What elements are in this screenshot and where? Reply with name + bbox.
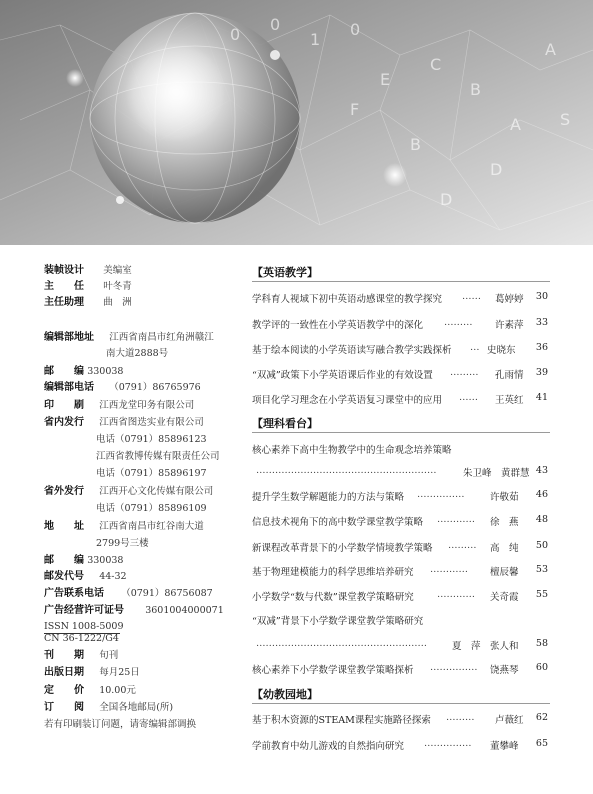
- entry-title: 新课程改革背景下的小学数学情境教学策略: [252, 543, 433, 554]
- address-label: 编辑部地址: [44, 332, 94, 343]
- toc-entry[interactable]: [252, 589, 548, 603]
- entry-title: 项目化学习理念在小学英语复习课堂中的应用: [252, 395, 443, 406]
- section-divider: [252, 432, 550, 433]
- entry-title: 小学数学“数与代数”课堂教学策略研究: [252, 592, 414, 603]
- entry-author: 高 纯: [490, 543, 519, 554]
- leader-dots: …………………………………………………: [256, 465, 437, 476]
- entry-title: 信息技术视角下的高中数学课堂教学策略: [252, 517, 424, 528]
- toc-entry[interactable]: [252, 514, 548, 528]
- toc-entry[interactable]: [252, 738, 548, 752]
- toc-entry[interactable]: [252, 712, 548, 726]
- ad-license-value: 3601004000071: [145, 605, 224, 616]
- postcode-value: 330038: [87, 366, 124, 377]
- subscribe-value: 全国各地邮局(所): [99, 702, 174, 713]
- entry-author: 檀辰馨: [490, 567, 519, 578]
- cn-number: CN 36-1222/G4: [44, 633, 119, 644]
- editor-label: 主 任: [44, 281, 84, 292]
- entry-author: 孔雨情: [495, 370, 524, 381]
- print-label: 印 刷: [44, 400, 84, 411]
- ad-phone-label: 广告联系电话: [44, 588, 104, 599]
- leader-dots: ……………: [417, 489, 465, 500]
- ad-license-label: 广告经营许可证号: [44, 605, 124, 616]
- entry-page: 60: [535, 662, 548, 673]
- entry-title: 基于绘本阅读的小学英语读写融合教学实践探析: [252, 345, 452, 356]
- entry-title: “双减”背景下小学数学课堂教学策略研究: [252, 616, 424, 627]
- location-line-1: 江西省南昌市红谷南大道: [99, 521, 204, 532]
- svg-text:A: A: [545, 40, 556, 59]
- postcode2-value: 330038: [87, 555, 124, 566]
- svg-text:D: D: [440, 190, 453, 209]
- entry-author: 饶燕琴: [490, 665, 519, 676]
- mail-code-value: 44-32: [99, 571, 127, 582]
- svg-text:0: 0: [230, 25, 241, 44]
- assistant-value: 曲 洲: [103, 297, 132, 308]
- subscribe-label: 订 阅: [44, 702, 84, 713]
- section-heading-preschool: 【幼教园地】: [252, 688, 318, 701]
- address-line-1: 江西省南昌市红角洲赣江: [109, 332, 214, 343]
- svg-text:E: E: [380, 70, 391, 89]
- toc-entry[interactable]: [252, 442, 548, 456]
- leader-dots: …………: [437, 514, 475, 525]
- location-line-2: 2799号三楼: [96, 538, 149, 549]
- pub-date-row: [44, 667, 140, 679]
- section-heading-english: 【英语教学】: [252, 266, 318, 279]
- entry-author: 葛婷婷: [495, 294, 524, 305]
- entry-page: 30: [535, 291, 548, 302]
- phone-value: （0791）86765976: [109, 382, 201, 393]
- leader-dots: …: [470, 342, 480, 353]
- issn: ISSN 1008-5009: [44, 621, 124, 632]
- toc-entry-continuation: [252, 638, 548, 652]
- leader-dots: …………: [430, 564, 468, 575]
- leader-dots: ………: [444, 317, 473, 328]
- entry-title: 核心素养下高中生物教学中的生命观念培养策略: [252, 445, 452, 456]
- entry-page: 43: [535, 465, 548, 476]
- entry-author: 关奇霞: [490, 592, 519, 603]
- leader-dots: ………: [450, 367, 479, 378]
- entry-page: 48: [535, 514, 548, 525]
- toc-entry[interactable]: [252, 489, 548, 503]
- ad-phone-row: [44, 588, 213, 600]
- entry-page: 33: [535, 317, 548, 328]
- leader-dots: ………………………………………………: [256, 638, 427, 649]
- location-label: 地 址: [44, 521, 84, 532]
- svg-text:0: 0: [270, 15, 281, 34]
- postcode2-label: 邮 编: [44, 555, 84, 566]
- leader-dots: ……………: [430, 662, 478, 673]
- svg-text:A: A: [510, 115, 521, 134]
- address-row: [44, 332, 214, 344]
- leader-dots: ……: [459, 392, 478, 403]
- entry-page: 41: [535, 392, 548, 403]
- toc-entry-continuation: [252, 465, 548, 479]
- svg-text:D: D: [490, 160, 503, 179]
- entry-title: 提升学生数学解题能力的方法与策略: [252, 492, 405, 503]
- leader-dots: ………: [446, 712, 475, 723]
- entry-author: 徐 燕: [490, 517, 519, 528]
- entry-author: 史晓东: [487, 345, 516, 356]
- in-distribution-label: 省内发行: [44, 417, 84, 428]
- svg-text:B: B: [410, 135, 421, 154]
- entry-author: 夏 萍 张人和: [452, 641, 519, 652]
- entry-title: 核心素养下小学数学课堂教学策略探析: [252, 665, 414, 676]
- ad-phone-value: （0791）86756087: [121, 588, 213, 599]
- entry-author: 许敬茹: [490, 492, 519, 503]
- entry-page: 55: [535, 589, 548, 600]
- in-distribution-2: 江西省教博传媒有限责任公司: [96, 451, 220, 462]
- entry-author: 卢薇红: [495, 715, 524, 726]
- entry-page: 65: [535, 738, 548, 749]
- out-distribution: 江西开心文化传媒有限公司: [99, 486, 214, 497]
- postcode-label: 邮 编: [44, 366, 84, 377]
- svg-text:S: S: [560, 110, 571, 129]
- entry-page: 46: [535, 489, 548, 500]
- editor-row: [44, 281, 132, 293]
- entry-author: 董攀峰: [490, 741, 519, 752]
- phone-row: [44, 382, 201, 394]
- period-label: 刊 期: [44, 650, 84, 661]
- entry-title: 教学评的一致性在小学英语教学中的深化: [252, 320, 424, 331]
- toc-entry[interactable]: [252, 613, 548, 627]
- cover-banner-image: [0, 0, 593, 245]
- subscribe-row: [44, 702, 173, 714]
- entry-page: 36: [535, 342, 548, 353]
- editor-value: 叶冬青: [103, 281, 132, 292]
- entry-author: 许素萍: [495, 320, 524, 331]
- toc-entry[interactable]: [252, 291, 548, 305]
- assistant-row: [44, 297, 132, 309]
- location-row: [44, 521, 204, 533]
- design-label: 装帧设计: [44, 265, 84, 276]
- print-value: 江西龙堂印务有限公司: [99, 400, 195, 411]
- mail-code-row: [44, 571, 127, 583]
- in-distribution-1-phone: 电话（0791）85896123: [96, 434, 207, 445]
- price-value: 10.00元: [99, 685, 136, 696]
- entry-title: 学科育人视域下初中英语动感课堂的教学探究: [252, 294, 443, 305]
- section-heading-science: 【理科看台】: [252, 417, 318, 430]
- phone-label: 编辑部电话: [44, 382, 94, 393]
- toc-entry[interactable]: [252, 564, 548, 578]
- toc-entry[interactable]: [252, 367, 548, 381]
- svg-text:F: F: [350, 100, 360, 119]
- leader-dots: …………: [437, 589, 475, 600]
- in-distribution-row: [44, 417, 204, 429]
- section-divider: [252, 703, 550, 704]
- entry-page: 53: [535, 564, 548, 575]
- period-value: 旬刊: [99, 650, 119, 661]
- svg-text:C: C: [430, 55, 442, 74]
- entry-page: 50: [535, 540, 548, 551]
- entry-title: 基于积木资源的STEAM课程实施路径探索: [252, 715, 431, 726]
- price-row: [44, 685, 136, 697]
- svg-text:0: 0: [350, 20, 361, 39]
- leader-dots: ……: [462, 291, 481, 302]
- section-divider: [252, 281, 550, 282]
- leader-dots: ………: [448, 540, 477, 551]
- leader-dots: ……………: [424, 738, 472, 749]
- entry-title: “双减”政策下小学英语课后作业的有效设置: [252, 370, 433, 381]
- postcode-row: [44, 366, 123, 378]
- entry-author: 王英红: [495, 395, 524, 406]
- toc-entry[interactable]: [252, 540, 548, 554]
- design-row: [44, 265, 132, 277]
- svg-text:B: B: [470, 80, 481, 99]
- entry-page: 39: [535, 367, 548, 378]
- pub-date-value: 每月25日: [99, 667, 140, 678]
- mail-code-label: 邮发代号: [44, 571, 84, 582]
- toc-entry[interactable]: [252, 392, 548, 406]
- postcode2-row: [44, 555, 123, 567]
- ad-license-row: [44, 605, 224, 617]
- pub-date-label: 出版日期: [44, 667, 84, 678]
- out-distribution-label: 省外发行: [44, 486, 84, 497]
- in-distribution-1: 江西省图迭实业有限公司: [99, 417, 204, 428]
- entry-page: 58: [535, 638, 548, 649]
- print-row: [44, 400, 194, 412]
- design-value: 美编室: [103, 265, 132, 276]
- out-distribution-phone: 电话（0791）85896109: [96, 503, 207, 514]
- out-distribution-row: [44, 486, 213, 498]
- in-distribution-2-phone: 电话（0791）85896197: [96, 468, 207, 479]
- toc-entry[interactable]: [252, 317, 548, 331]
- tech-globe-illustration: [0, 0, 593, 245]
- assistant-label: 主任助理: [44, 297, 84, 308]
- entry-title: 学前教育中幼儿游戏的自然指向研究: [252, 741, 405, 752]
- entry-author: 朱卫峰 黄群慧: [463, 468, 530, 479]
- entry-page: 62: [535, 712, 548, 723]
- svg-text:1: 1: [310, 30, 321, 49]
- toc-entry[interactable]: [252, 342, 548, 356]
- address-line-2: 南大道2888号: [106, 348, 169, 359]
- print-issue-note: 若有印刷装订问题，请寄编辑部调换: [44, 719, 197, 730]
- entry-title: 基于物理建模能力的科学思维培养研究: [252, 567, 414, 578]
- price-label: 定 价: [44, 685, 84, 696]
- period-row: [44, 650, 118, 662]
- toc-entry[interactable]: [252, 662, 548, 676]
